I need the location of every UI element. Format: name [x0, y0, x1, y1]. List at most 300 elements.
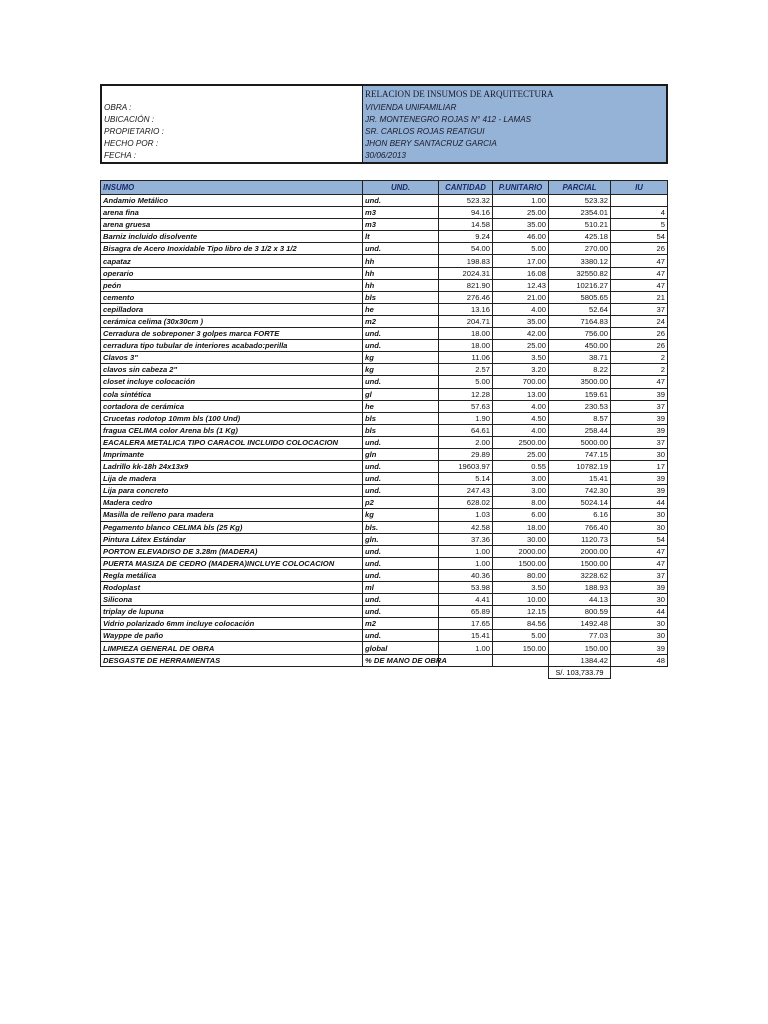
cell-parcial: 5805.65	[549, 291, 611, 303]
cell-und: m3	[363, 219, 439, 231]
cell-insumo: Ladrillo kk-18h 24x13x9	[101, 461, 363, 473]
cell-insumo: Vidrio polarizado 6mm incluye colocación	[101, 618, 363, 630]
cell-und: und.	[363, 436, 439, 448]
cell-und: und.	[363, 195, 439, 207]
cell-insumo: capataz	[101, 255, 363, 267]
col-header-insumo: INSUMO	[101, 181, 363, 195]
cell-cantidad: 2024.31	[439, 267, 493, 279]
col-header-iu: IU	[611, 181, 668, 195]
cell-iu: 54	[611, 533, 668, 545]
table-row	[101, 557, 668, 569]
table-row	[101, 630, 668, 642]
cell-parcial: 188.93	[549, 582, 611, 594]
table-row	[101, 424, 668, 436]
table-row	[101, 545, 668, 557]
label-hecho-por: HECHO POR :	[104, 139, 159, 148]
col-header-cantidad: CANTIDAD	[439, 181, 493, 195]
cell-iu: 39	[611, 388, 668, 400]
cell-iu: 4	[611, 207, 668, 219]
cell-parcial: 3380.12	[549, 255, 611, 267]
cell-cantidad: 18.00	[439, 340, 493, 352]
cell-p-unitario: 35.00	[493, 219, 549, 231]
cell-iu: 39	[611, 582, 668, 594]
cell-parcial: 2354.01	[549, 207, 611, 219]
cell-iu: 39	[611, 424, 668, 436]
table-row	[101, 436, 668, 448]
cell-cantidad: 628.02	[439, 497, 493, 509]
table-row	[101, 279, 668, 291]
cell-cantidad: 12.28	[439, 388, 493, 400]
cell-cantidad: 821.90	[439, 279, 493, 291]
table-row	[101, 267, 668, 279]
table-row	[101, 497, 668, 509]
cell-p-unitario: 21.00	[493, 291, 549, 303]
table-row	[101, 303, 668, 315]
col-header-und: UND.	[363, 181, 439, 195]
table-row	[101, 582, 668, 594]
cell-und: kg	[363, 352, 439, 364]
cell-und: m2	[363, 618, 439, 630]
table-row	[101, 448, 668, 460]
empty-cell	[101, 666, 363, 678]
cell-und: hh	[363, 255, 439, 267]
value-obra: VIVIENDA UNIFAMILIAR	[365, 103, 457, 112]
table-row	[101, 654, 668, 666]
cell-parcial: 1120.73	[549, 533, 611, 545]
cell-p-unitario: 16.08	[493, 267, 549, 279]
total-row	[101, 666, 668, 678]
cell-insumo: clavos sin cabeza 2"	[101, 364, 363, 376]
cell-iu: 26	[611, 243, 668, 255]
cell-und: kg	[363, 509, 439, 521]
cell-p-unitario: 12.15	[493, 606, 549, 618]
label-ubicacion: UBICACIÓN :	[104, 115, 155, 124]
table-row	[101, 376, 668, 388]
cell-parcial: 756.00	[549, 328, 611, 340]
cell-parcial: 77.03	[549, 630, 611, 642]
table-row	[101, 473, 668, 485]
cell-iu: 24	[611, 315, 668, 327]
cell-p-unitario: 80.00	[493, 569, 549, 581]
cell-parcial: 8.57	[549, 412, 611, 424]
cell-und: % DE MANO DE OBRA	[363, 654, 439, 666]
cell-und: bls	[363, 424, 439, 436]
cell-insumo: Andamio Metálico	[101, 195, 363, 207]
table-row	[101, 606, 668, 618]
cell-und: gln.	[363, 533, 439, 545]
cell-insumo: Clavos 3"	[101, 352, 363, 364]
cell-iu: 44	[611, 497, 668, 509]
cell-und: he	[363, 400, 439, 412]
table-header-row	[101, 181, 668, 195]
cell-cantidad: 1.03	[439, 509, 493, 521]
cell-p-unitario: 1500.00	[493, 557, 549, 569]
empty-cell	[439, 666, 493, 678]
cell-insumo: cola sintética	[101, 388, 363, 400]
label-propietario: PROPIETARIO :	[104, 127, 164, 136]
cell-iu: 47	[611, 267, 668, 279]
cell-parcial: 10216.27	[549, 279, 611, 291]
value-ubicacion: JR. MONTENEGRO ROJAS N° 412 - LAMAS	[365, 115, 532, 124]
cell-und: und.	[363, 545, 439, 557]
cell-p-unitario: 150.00	[493, 642, 549, 654]
cell-insumo: cortadora de cerámica	[101, 400, 363, 412]
cell-p-unitario: 8.00	[493, 497, 549, 509]
cell-und: und.	[363, 569, 439, 581]
cell-p-unitario: 30.00	[493, 533, 549, 545]
cell-iu: 17	[611, 461, 668, 473]
table-row	[101, 461, 668, 473]
cell-cantidad: 198.83	[439, 255, 493, 267]
empty-cell	[611, 666, 668, 678]
cell-parcial: 8.22	[549, 364, 611, 376]
cell-p-unitario: 700.00	[493, 376, 549, 388]
cell-p-unitario: 13.00	[493, 388, 549, 400]
cell-und: ml	[363, 582, 439, 594]
cell-insumo: Pintura Látex Estándar	[101, 533, 363, 545]
cell-cantidad: 15.41	[439, 630, 493, 642]
document-title: RELACION DE INSUMOS DE ARQUITECTURA	[365, 89, 554, 99]
value-hecho-por: JHON BERY SANTACRUZ GARCIA	[365, 139, 497, 148]
cell-parcial: 230.53	[549, 400, 611, 412]
cell-parcial: 742.30	[549, 485, 611, 497]
cell-cantidad: 11.06	[439, 352, 493, 364]
cell-iu: 2	[611, 352, 668, 364]
header-block	[100, 84, 666, 164]
cell-iu: 2	[611, 364, 668, 376]
cell-iu: 37	[611, 569, 668, 581]
cell-iu: 47	[611, 279, 668, 291]
cell-insumo: cerradura tipo tubular de interiores acabado:perilla	[101, 340, 363, 352]
cell-iu: 30	[611, 521, 668, 533]
cell-und: und.	[363, 594, 439, 606]
cell-insumo: Cerradura de sobreponer 3 golpes marca FORTE	[101, 328, 363, 340]
label-fecha: FECHA :	[104, 151, 136, 160]
table-row	[101, 328, 668, 340]
cell-p-unitario: 46.00	[493, 231, 549, 243]
cell-p-unitario: 4.00	[493, 303, 549, 315]
cell-iu: 30	[611, 630, 668, 642]
cell-parcial: 800.59	[549, 606, 611, 618]
cell-und: und.	[363, 485, 439, 497]
cell-p-unitario: 12.43	[493, 279, 549, 291]
table-row	[101, 315, 668, 327]
cell-cantidad: 247.43	[439, 485, 493, 497]
table-row	[101, 400, 668, 412]
cell-und: bls	[363, 412, 439, 424]
cell-parcial: 747.15	[549, 448, 611, 460]
cell-parcial: 44.13	[549, 594, 611, 606]
cell-p-unitario: 4.00	[493, 400, 549, 412]
cell-p-unitario: 3.00	[493, 485, 549, 497]
cell-parcial: 150.00	[549, 642, 611, 654]
cell-insumo: EACALERA METALICA TIPO CARACOL INCLUIDO COLOCACION	[101, 436, 363, 448]
table-row	[101, 521, 668, 533]
table-row	[101, 533, 668, 545]
cell-parcial: 15.41	[549, 473, 611, 485]
cell-iu: 30	[611, 509, 668, 521]
grand-total: S/. 103,733.79	[549, 666, 611, 678]
cell-cantidad: 13.16	[439, 303, 493, 315]
cell-parcial: 3500.00	[549, 376, 611, 388]
cell-cantidad: 14.58	[439, 219, 493, 231]
cell-cantidad: 40.36	[439, 569, 493, 581]
cell-iu: 48	[611, 654, 668, 666]
empty-cell	[493, 666, 549, 678]
cell-und: und.	[363, 376, 439, 388]
cell-p-unitario: 25.00	[493, 448, 549, 460]
cell-cantidad: 29.89	[439, 448, 493, 460]
cell-iu: 21	[611, 291, 668, 303]
cell-insumo: closet incluye colocación	[101, 376, 363, 388]
cell-parcial: 159.61	[549, 388, 611, 400]
cell-und: hh	[363, 279, 439, 291]
cell-insumo: Rodoplast	[101, 582, 363, 594]
table-row	[101, 255, 668, 267]
cell-insumo: Regla metálica	[101, 569, 363, 581]
cell-und: und.	[363, 328, 439, 340]
cell-insumo: Wayppe de paño	[101, 630, 363, 642]
table-row	[101, 364, 668, 376]
cell-iu: 47	[611, 545, 668, 557]
cell-insumo: PUERTA MASIZA DE CEDRO (MADERA)INCLUYE COLOCACION	[101, 557, 363, 569]
cell-iu: 39	[611, 473, 668, 485]
cell-und: und.	[363, 557, 439, 569]
cell-insumo: PORTON ELEVADISO DE 3.28m (MADERA)	[101, 545, 363, 557]
cell-cantidad: 5.00	[439, 376, 493, 388]
cell-parcial: 7164.83	[549, 315, 611, 327]
cell-iu: 44	[611, 606, 668, 618]
cell-insumo: cerámica celima (30x30cm )	[101, 315, 363, 327]
cell-insumo: LIMPIEZA GENERAL DE OBRA	[101, 642, 363, 654]
table-row	[101, 485, 668, 497]
table-row	[101, 594, 668, 606]
cell-iu: 37	[611, 303, 668, 315]
cell-iu	[611, 195, 668, 207]
table-row	[101, 207, 668, 219]
cell-und: kg	[363, 364, 439, 376]
cell-insumo: Barniz incluido disolvente	[101, 231, 363, 243]
cell-insumo: arena gruesa	[101, 219, 363, 231]
cell-parcial: 510.21	[549, 219, 611, 231]
cell-cantidad: 2.57	[439, 364, 493, 376]
cell-cantidad: 1.00	[439, 557, 493, 569]
cell-parcial: 1492.48	[549, 618, 611, 630]
cell-parcial: 10782.19	[549, 461, 611, 473]
cell-insumo: fragua CELIMA color Arena bls (1 Kg)	[101, 424, 363, 436]
cell-und: und.	[363, 461, 439, 473]
cell-cantidad: 94.16	[439, 207, 493, 219]
cell-parcial: 3228.62	[549, 569, 611, 581]
col-header-parcial: PARCIAL	[549, 181, 611, 195]
cell-und: p2	[363, 497, 439, 509]
empty-cell	[363, 666, 439, 678]
table-row	[101, 352, 668, 364]
cell-insumo: Bisagra de Acero Inoxidable Tipo libro de 3 1/2 x 3 1/2	[101, 243, 363, 255]
cell-cantidad: 65.89	[439, 606, 493, 618]
cell-insumo: triplay de lupuna	[101, 606, 363, 618]
cell-insumo: cemento	[101, 291, 363, 303]
cell-insumo: Pegamento blanco CELIMA bls (25 Kg)	[101, 521, 363, 533]
cell-insumo: arena fina	[101, 207, 363, 219]
cell-parcial: 258.44	[549, 424, 611, 436]
cell-parcial: 38.71	[549, 352, 611, 364]
cell-insumo: Crucetas rodotop 10mm bls (100 Und)	[101, 412, 363, 424]
cell-iu: 54	[611, 231, 668, 243]
table-row	[101, 509, 668, 521]
cell-parcial: 32550.82	[549, 267, 611, 279]
cell-cantidad: 18.00	[439, 328, 493, 340]
cell-cantidad: 17.65	[439, 618, 493, 630]
cell-p-unitario: 5.00	[493, 243, 549, 255]
cell-iu: 30	[611, 448, 668, 460]
cell-parcial: 523.32	[549, 195, 611, 207]
cell-und: lt	[363, 231, 439, 243]
cell-und: global	[363, 642, 439, 654]
cell-iu: 5	[611, 219, 668, 231]
cell-cantidad: 57.63	[439, 400, 493, 412]
cell-cantidad: 523.32	[439, 195, 493, 207]
cell-insumo: operario	[101, 267, 363, 279]
cell-und: m3	[363, 207, 439, 219]
cell-p-unitario: 0.55	[493, 461, 549, 473]
cell-cantidad: 54.00	[439, 243, 493, 255]
cell-und: gl	[363, 388, 439, 400]
cell-p-unitario: 3.50	[493, 582, 549, 594]
cell-p-unitario: 35.00	[493, 315, 549, 327]
cell-insumo: Madera cedro	[101, 497, 363, 509]
cell-cantidad: 64.61	[439, 424, 493, 436]
cell-iu: 39	[611, 412, 668, 424]
cell-insumo: Imprimante	[101, 448, 363, 460]
table-row	[101, 231, 668, 243]
header-labels	[102, 86, 363, 162]
cell-cantidad: 1.00	[439, 642, 493, 654]
cell-iu: 39	[611, 485, 668, 497]
cell-und: m2	[363, 315, 439, 327]
cell-iu: 26	[611, 328, 668, 340]
cell-p-unitario: 18.00	[493, 521, 549, 533]
header-blank-cell	[102, 86, 362, 102]
cell-iu: 26	[611, 340, 668, 352]
table-row	[101, 243, 668, 255]
cell-insumo: cepilladora	[101, 303, 363, 315]
table-row	[101, 569, 668, 581]
cell-parcial: 450.00	[549, 340, 611, 352]
cell-und: hh	[363, 267, 439, 279]
cell-parcial: 52.64	[549, 303, 611, 315]
cell-cantidad: 5.14	[439, 473, 493, 485]
table-row	[101, 195, 668, 207]
cell-p-unitario: 84.56	[493, 618, 549, 630]
cell-p-unitario: 25.00	[493, 340, 549, 352]
cell-parcial: 425.18	[549, 231, 611, 243]
cell-iu: 47	[611, 557, 668, 569]
cell-insumo: Silicona	[101, 594, 363, 606]
cell-iu: 30	[611, 618, 668, 630]
table-row	[101, 412, 668, 424]
cell-p-unitario: 1.00	[493, 195, 549, 207]
cell-parcial: 5000.00	[549, 436, 611, 448]
value-fecha: 30/06/2013	[365, 151, 406, 160]
label-obra: OBRA :	[104, 103, 132, 112]
table-body	[101, 195, 668, 679]
table-row	[101, 618, 668, 630]
cell-iu: 37	[611, 400, 668, 412]
cell-cantidad: 37.36	[439, 533, 493, 545]
cell-cantidad: 2.00	[439, 436, 493, 448]
cell-parcial: 2000.00	[549, 545, 611, 557]
cell-und: und.	[363, 606, 439, 618]
cell-p-unitario	[493, 654, 549, 666]
cell-und: he	[363, 303, 439, 315]
cell-und: und.	[363, 473, 439, 485]
cell-und: und.	[363, 243, 439, 255]
cell-insumo: Masilla de relleno para madera	[101, 509, 363, 521]
cell-cantidad: 204.71	[439, 315, 493, 327]
cell-cantidad: 1.00	[439, 545, 493, 557]
cell-iu: 39	[611, 642, 668, 654]
cell-p-unitario: 25.00	[493, 207, 549, 219]
table-row	[101, 388, 668, 400]
cell-iu: 37	[611, 436, 668, 448]
table-row	[101, 219, 668, 231]
cell-parcial: 1384.42	[549, 654, 611, 666]
cell-parcial: 766.40	[549, 521, 611, 533]
cell-parcial: 1500.00	[549, 557, 611, 569]
cell-und: und.	[363, 340, 439, 352]
cell-cantidad: 9.24	[439, 231, 493, 243]
cell-p-unitario: 3.00	[493, 473, 549, 485]
cell-p-unitario: 3.50	[493, 352, 549, 364]
cell-parcial: 5024.14	[549, 497, 611, 509]
cell-parcial: 270.00	[549, 243, 611, 255]
cell-p-unitario: 10.00	[493, 594, 549, 606]
cell-insumo: Lija para concreto	[101, 485, 363, 497]
cell-iu: 47	[611, 376, 668, 388]
table-row	[101, 291, 668, 303]
cell-p-unitario: 6.00	[493, 509, 549, 521]
header-box	[100, 84, 668, 164]
cell-und: gln	[363, 448, 439, 460]
cell-und: bls	[363, 291, 439, 303]
cell-p-unitario: 42.00	[493, 328, 549, 340]
cell-cantidad: 276.46	[439, 291, 493, 303]
cell-p-unitario: 5.00	[493, 630, 549, 642]
cell-cantidad: 1.90	[439, 412, 493, 424]
cell-p-unitario: 4.00	[493, 424, 549, 436]
cell-insumo: peón	[101, 279, 363, 291]
cell-cantidad: 4.41	[439, 594, 493, 606]
header-values	[363, 86, 666, 162]
cell-iu: 47	[611, 255, 668, 267]
cell-und: bls.	[363, 521, 439, 533]
cell-p-unitario: 4.50	[493, 412, 549, 424]
value-propietario: SR. CARLOS ROJAS REATIGUI	[365, 127, 485, 136]
cell-p-unitario: 2000.00	[493, 545, 549, 557]
insumos-table	[100, 180, 668, 679]
cell-p-unitario: 3.20	[493, 364, 549, 376]
cell-p-unitario: 17.00	[493, 255, 549, 267]
cell-insumo: Lija de madera	[101, 473, 363, 485]
cell-cantidad: 53.98	[439, 582, 493, 594]
cell-cantidad: 19603.97	[439, 461, 493, 473]
col-header-p-unitario: P.UNITARIO	[493, 181, 549, 195]
cell-parcial: 6.16	[549, 509, 611, 521]
cell-cantidad: 42.58	[439, 521, 493, 533]
cell-iu: 30	[611, 594, 668, 606]
table-row	[101, 340, 668, 352]
